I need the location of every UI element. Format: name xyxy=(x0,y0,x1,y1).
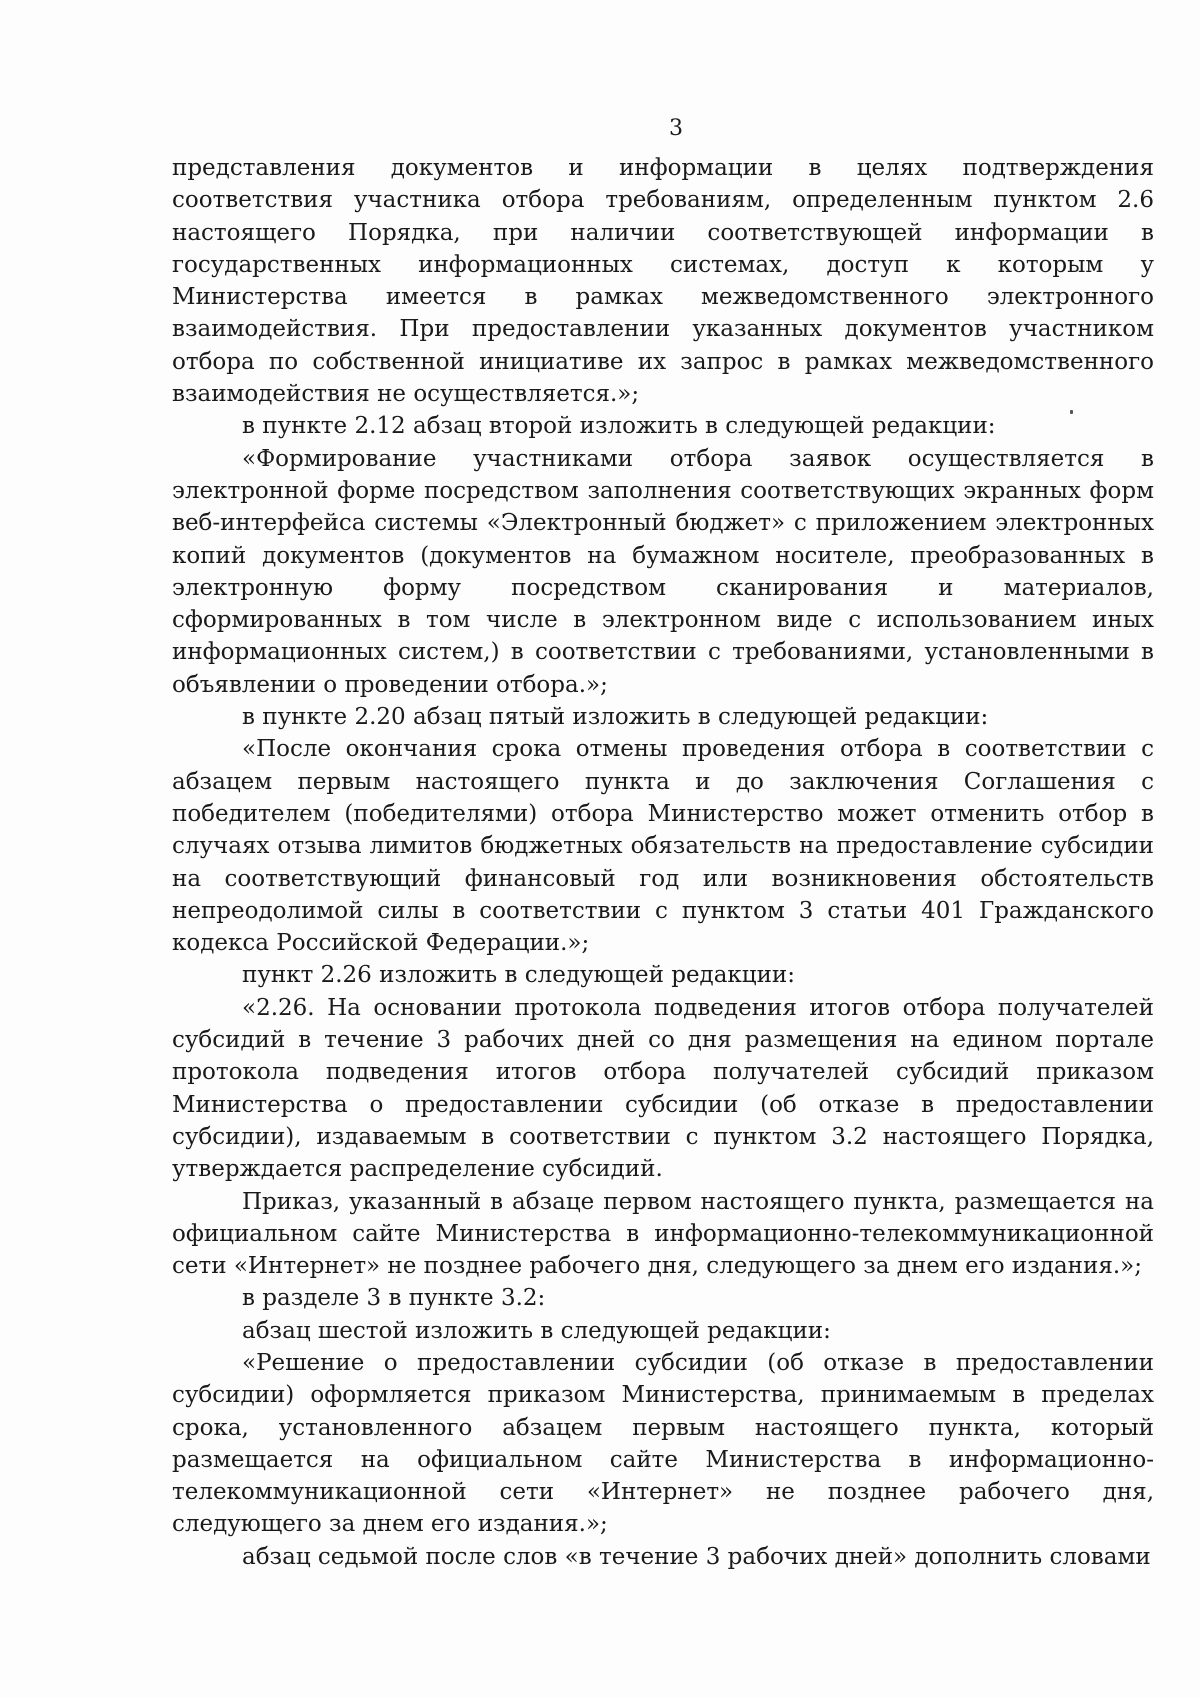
page-number: 3 xyxy=(669,116,683,141)
paragraph: Приказ, указанный в абзаце первом настоящего пункта, размещается на официальном сайте Министерства в информационно-телекоммуникационной сети «Интернет» не позднее рабочего дня, следующего за днем его издания.»; xyxy=(172,1188,1154,1280)
scan-speck xyxy=(1070,410,1073,414)
paragraph: представления документов и информации в целях подтверждения соответствия участника отбора требованиям, определенным пунктом 2.6 настоящего Порядка, при наличии соответствующей информации в государственных информационных системах, доступ к которым у Министерства имеется в рамках межведомственного электронного взаимодействия. При предоставлении указанных документов участником отбора по собственной инициативе их запрос в рамках межведомственного взаимодействия не осуществляется.»; xyxy=(172,155,1154,408)
paragraph: в пункте 2.12 абзац второй изложить в следующей редакции: xyxy=(242,413,996,440)
paragraph: пункт 2.26 изложить в следующей редакции: xyxy=(242,962,795,989)
paragraph: в разделе 3 в пункте 3.2: xyxy=(242,1285,546,1312)
paragraph: «Формирование участниками отбора заявок осуществляется в электронной форме посредством заполнения соответствующих экранных форм веб-интерфейса системы «Электронный бюджет» с приложением электронных копий документов (документов на бумажном носителе, преобразованных в электронную форму посредством сканирования и материалов, сформированных в том числе в электронном виде с использованием иных информационных систем,) в соответствии с требованиями, установленными в объявлении о проведении отбора.»; xyxy=(172,445,1154,698)
paragraph: «2.26. На основании протокола подведения итогов отбора получателей субсидий в течение 3 рабочих дней со дня размещения на едином портале протокола подведения итогов отбора получателей субсидий приказом Министерства о предоставлении субсидии (об отказе в предоставлении субсидии), издаваемым в соответствии с пунктом 3.2 настоящего Порядка, утверждается распределение субсидий. xyxy=(172,994,1154,1183)
paragraph: «После окончания срока отмены проведения отбора в соответствии с абзацем первым настоящего пункта и до заключения Соглашения с победителем (победителями) отбора Министерство может отменить отбор в случаях отзыва лимитов бюджетных обязательств на предоставление субсидии на соответствующий финансовый год или возникновения обстоятельств непреодолимой силы в соответствии с пунктом 3 статьи 401 Гражданского кодекса Российской Федерации.»; xyxy=(172,736,1154,957)
paragraph: в пункте 2.20 абзац пятый изложить в следующей редакции: xyxy=(242,704,989,731)
document-body xyxy=(172,152,1154,1573)
paragraph: абзац шестой изложить в следующей редакции: xyxy=(242,1317,831,1344)
paragraph: абзац седьмой после слов «в течение 3 рабочих дней» дополнить словами xyxy=(242,1543,1151,1570)
paragraph: «Решение о предоставлении субсидии (об отказе в предоставлении субсидии) оформляется приказом Министерства, принимаемым в пределах срока, установленного абзацем первым настоящего пункта, который размещается на официальном сайте Министерства в информационно-телекоммуникационной сети «Интернет» не позднее рабочего дня, следующего за днем его издания.»; xyxy=(172,1349,1154,1538)
